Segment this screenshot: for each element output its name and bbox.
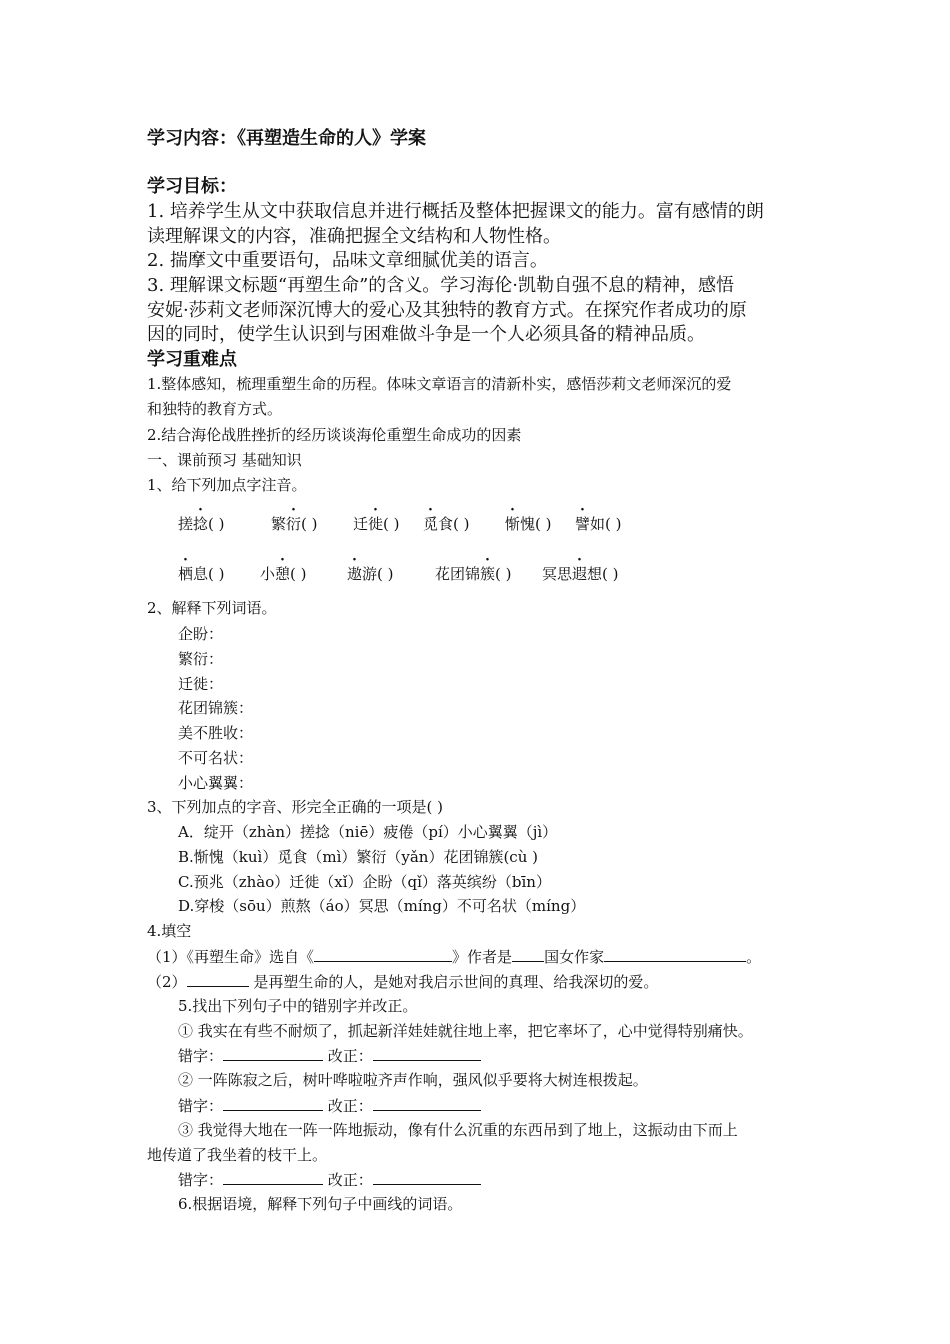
answer-blank[interactable] bbox=[314, 947, 452, 962]
vocab-item: 不可名状： bbox=[178, 749, 254, 767]
sentence: ③ 我觉得大地在一阵一阵地振动，像有什么沉重的东西吊到了地上，这振动由下而上 bbox=[178, 1121, 738, 1139]
sentence: 地传道了我坐着的枝干上。 bbox=[147, 1146, 328, 1164]
vocab-item: 企盼： bbox=[178, 625, 224, 643]
pinyin-item: 花团锦簇( ) bbox=[435, 565, 512, 583]
pinyin-item: 栖息( ) bbox=[178, 565, 225, 583]
question-6-title: 6.根据语境，解释下列句子中画线的词语。 bbox=[178, 1195, 463, 1213]
pinyin-row-1 bbox=[178, 513, 622, 534]
wrong-char-blank[interactable] bbox=[223, 1170, 323, 1185]
correction-line: 错字： 改正： bbox=[178, 1046, 481, 1065]
answer-blank[interactable] bbox=[512, 947, 544, 962]
wrong-char-blank[interactable] bbox=[223, 1096, 323, 1111]
goals-line: 1. 培养学生从文中获取信息并进行概括及整体把握课文的能力。富有感情的朗 bbox=[147, 201, 764, 222]
pinyin-item: 冥思遐想( ) bbox=[542, 565, 619, 583]
goals-line: 安妮·莎莉文老师深沉博大的爱心及其独特的教育方式。在探究作者成功的原 bbox=[147, 300, 747, 321]
fill-line-2: （2） 是再塑生命的人，是她对我启示世间的真理、给我深切的爱。 bbox=[147, 973, 659, 991]
question-3-title: 3、下列加点的字音、形完全正确的一项是( ) bbox=[147, 798, 444, 816]
section-heading: 一、课前预习 基础知识 bbox=[147, 451, 302, 469]
choice-option: B.惭愧（kuì）觅食（mì）繁衍（yǎn）花团锦簇(cù ) bbox=[178, 848, 538, 866]
goals-heading: 学习目标： bbox=[147, 176, 237, 197]
pinyin-item: 觅食( ) bbox=[423, 515, 470, 533]
fill-line-1: （1）《再塑生命》选自《 》作者是 国女作家 。 bbox=[147, 948, 762, 966]
fix-char-blank[interactable] bbox=[373, 1096, 481, 1111]
vocab-item: 繁衍： bbox=[178, 650, 224, 668]
goals-line: 2. 揣摩文中重要语句，品味文章细腻优美的语言。 bbox=[147, 250, 548, 271]
choice-option: D.穿梭（sōu）煎熬（áo）冥思（míng）不可名状（míng） bbox=[178, 897, 586, 915]
vocab-item: 花团锦簇： bbox=[178, 699, 254, 717]
goals-line: 读理解课文的内容，准确把握全文结构和人物性格。 bbox=[147, 226, 561, 247]
vocab-item: 小心翼翼： bbox=[178, 774, 254, 792]
pinyin-item: 惭愧( ) bbox=[505, 515, 552, 533]
vocab-item: 美不胜收： bbox=[178, 724, 254, 742]
pinyin-item: 遨游( ) bbox=[347, 565, 394, 583]
pinyin-item: 迁徙( ) bbox=[353, 515, 400, 533]
question-4-title: 4.填空 bbox=[147, 922, 192, 940]
choice-option: C.预兆（zhào）迁徙（xǐ）企盼（qǐ）落英缤纷（bīn） bbox=[178, 873, 551, 891]
pinyin-item: 搓捻( ) bbox=[178, 515, 225, 533]
sentence: ① 我实在有些不耐烦了，抓起新洋娃娃就往地上率，把它率坏了，心中觉得特别痛快。 bbox=[178, 1022, 753, 1040]
keypoints-line: 1.整体感知，梳理重塑生命的历程。体味文章语言的清新朴实，感悟莎莉文老师深沉的爱 bbox=[147, 375, 732, 393]
question-5-title: 5.找出下列句子中的错别字并改正。 bbox=[178, 997, 418, 1015]
goals-line: 3. 理解课文标题“再塑生命”的含义。学习海伦·凯勒自强不息的精神，感悟 bbox=[147, 275, 735, 296]
fix-char-blank[interactable] bbox=[373, 1046, 481, 1061]
answer-blank[interactable] bbox=[187, 972, 249, 987]
keypoints-heading: 学习重难点 bbox=[147, 349, 237, 370]
keypoints-line: 2.结合海伦战胜挫折的经历谈谈海伦重塑生命成功的因素 bbox=[147, 426, 522, 444]
correction-line: 错字： 改正： bbox=[178, 1096, 481, 1115]
question-1-title: 1、给下列加点字注音。 bbox=[147, 476, 307, 494]
document-title: 学习内容：《再塑造生命的人》学案 bbox=[147, 128, 426, 149]
correction-line: 错字： 改正： bbox=[178, 1170, 481, 1189]
wrong-char-blank[interactable] bbox=[223, 1046, 323, 1061]
pinyin-item: 小憩( ) bbox=[260, 565, 307, 583]
sentence: ② 一阵陈寂之后，树叶哗啦啦齐声作响，强风似乎要将大树连根拨起。 bbox=[178, 1071, 648, 1089]
vocab-item: 迁徙： bbox=[178, 675, 224, 693]
answer-blank[interactable] bbox=[604, 947, 746, 962]
pinyin-item: 繁衍( ) bbox=[271, 515, 318, 533]
question-2-title: 2、解释下列词语。 bbox=[147, 599, 277, 617]
pinyin-row-2 bbox=[178, 563, 619, 584]
pinyin-item: 譬如( ) bbox=[575, 515, 622, 533]
choice-option: A．绽开（zhàn）搓捻（niē）疲倦（pí）小心翼翼（jì） bbox=[178, 823, 558, 841]
keypoints-line: 和独特的教育方式。 bbox=[147, 400, 283, 418]
goals-line: 因的同时，使学生认识到与困难做斗争是一个人必须具备的精神品质。 bbox=[147, 324, 705, 345]
fix-char-blank[interactable] bbox=[373, 1170, 481, 1185]
